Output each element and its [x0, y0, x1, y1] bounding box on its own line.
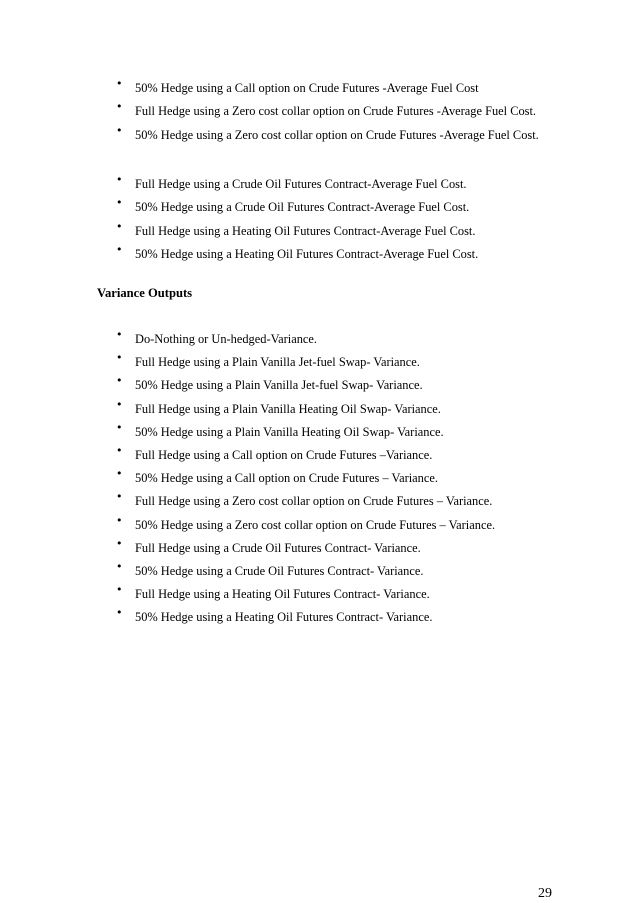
bullet-icon: •: [116, 583, 123, 597]
bullet-icon: •: [116, 606, 123, 620]
list-item-text: 50% Hedge using a Heating Oil Futures Contract- Variance.: [135, 610, 433, 625]
list-item-text: Full Hedge using a Plain Vanilla Heating Oil Swap- Variance.: [135, 401, 441, 416]
list-item-text: Do-Nothing or Un-hedged-Variance.: [135, 332, 318, 346]
list-item-text: 50% Hedge using a Zero cost collar option on Crude Futures – Variance.: [135, 517, 496, 532]
list-item-text: Full Hedge using a Zero cost collar option on Crude Futures – Variance.: [135, 494, 493, 509]
bullet-icon: •: [116, 536, 123, 550]
bullet-icon: •: [116, 397, 123, 411]
bullet-icon: •: [116, 513, 123, 527]
list-item-text: 50% Hedge using a Call option on Crude Futures – Variance.: [135, 471, 438, 486]
bullet-icon: •: [116, 490, 123, 504]
bullet-icon: •: [116, 351, 123, 365]
list-item-text: Full Hedge using a Heating Oil Futures Contract-Average Fuel Cost.: [135, 223, 476, 238]
bullet-icon: •: [116, 123, 123, 137]
bullet-icon: •: [116, 443, 123, 457]
section-heading: Variance Outputs: [97, 286, 193, 300]
bullet-icon: •: [116, 196, 123, 210]
list-item-text: Full Hedge using a Zero cost collar option on Crude Futures -Average Fuel Cost.: [135, 104, 537, 119]
list-item-text: 50% Hedge using a Plain Vanilla Heating Oil Swap- Variance.: [135, 424, 444, 439]
list-item-text: Full Hedge using a Call option on Crude Futures –Variance.: [135, 447, 433, 462]
bullet-icon: •: [116, 328, 123, 341]
list-item-text: Full Hedge using a Crude Oil Futures Contract-Average Fuel Cost.: [135, 176, 467, 191]
page-number: 29: [538, 886, 552, 901]
bullet-icon: •: [116, 559, 123, 573]
bullet-icon: •: [116, 467, 123, 481]
list-item-text: Full Hedge using a Heating Oil Futures Contract- Variance.: [135, 587, 430, 602]
list-item-text: 50% Hedge using a Crude Oil Futures Contract-Average Fuel Cost.: [135, 200, 470, 215]
bullet-icon: •: [116, 219, 123, 233]
list-item-text: 50% Hedge using a Crude Oil Futures Contract- Variance.: [135, 563, 424, 578]
bullet-icon: •: [116, 77, 123, 90]
bullet-icon: •: [116, 374, 123, 388]
list-item-text: 50% Hedge using a Zero cost collar option on Crude Futures -Average Fuel Cost.: [135, 127, 539, 142]
bullet-icon: •: [116, 172, 123, 186]
list-item-text: 50% Hedge using a Call option on Crude Futures -Average Fuel Cost: [135, 81, 479, 95]
bullet-icon: •: [116, 242, 123, 256]
bullet-icon: •: [116, 420, 123, 434]
list-item-text: Full Hedge using a Plain Vanilla Jet-fuel Swap- Variance.: [135, 355, 420, 370]
list-item-text: Full Hedge using a Crude Oil Futures Contract- Variance.: [135, 540, 421, 555]
list-item-text: 50% Hedge using a Plain Vanilla Jet-fuel Swap- Variance.: [135, 378, 423, 393]
list-item-text: 50% Hedge using a Heating Oil Futures Contract-Average Fuel Cost.: [135, 246, 479, 261]
bullet-icon: •: [116, 100, 123, 114]
